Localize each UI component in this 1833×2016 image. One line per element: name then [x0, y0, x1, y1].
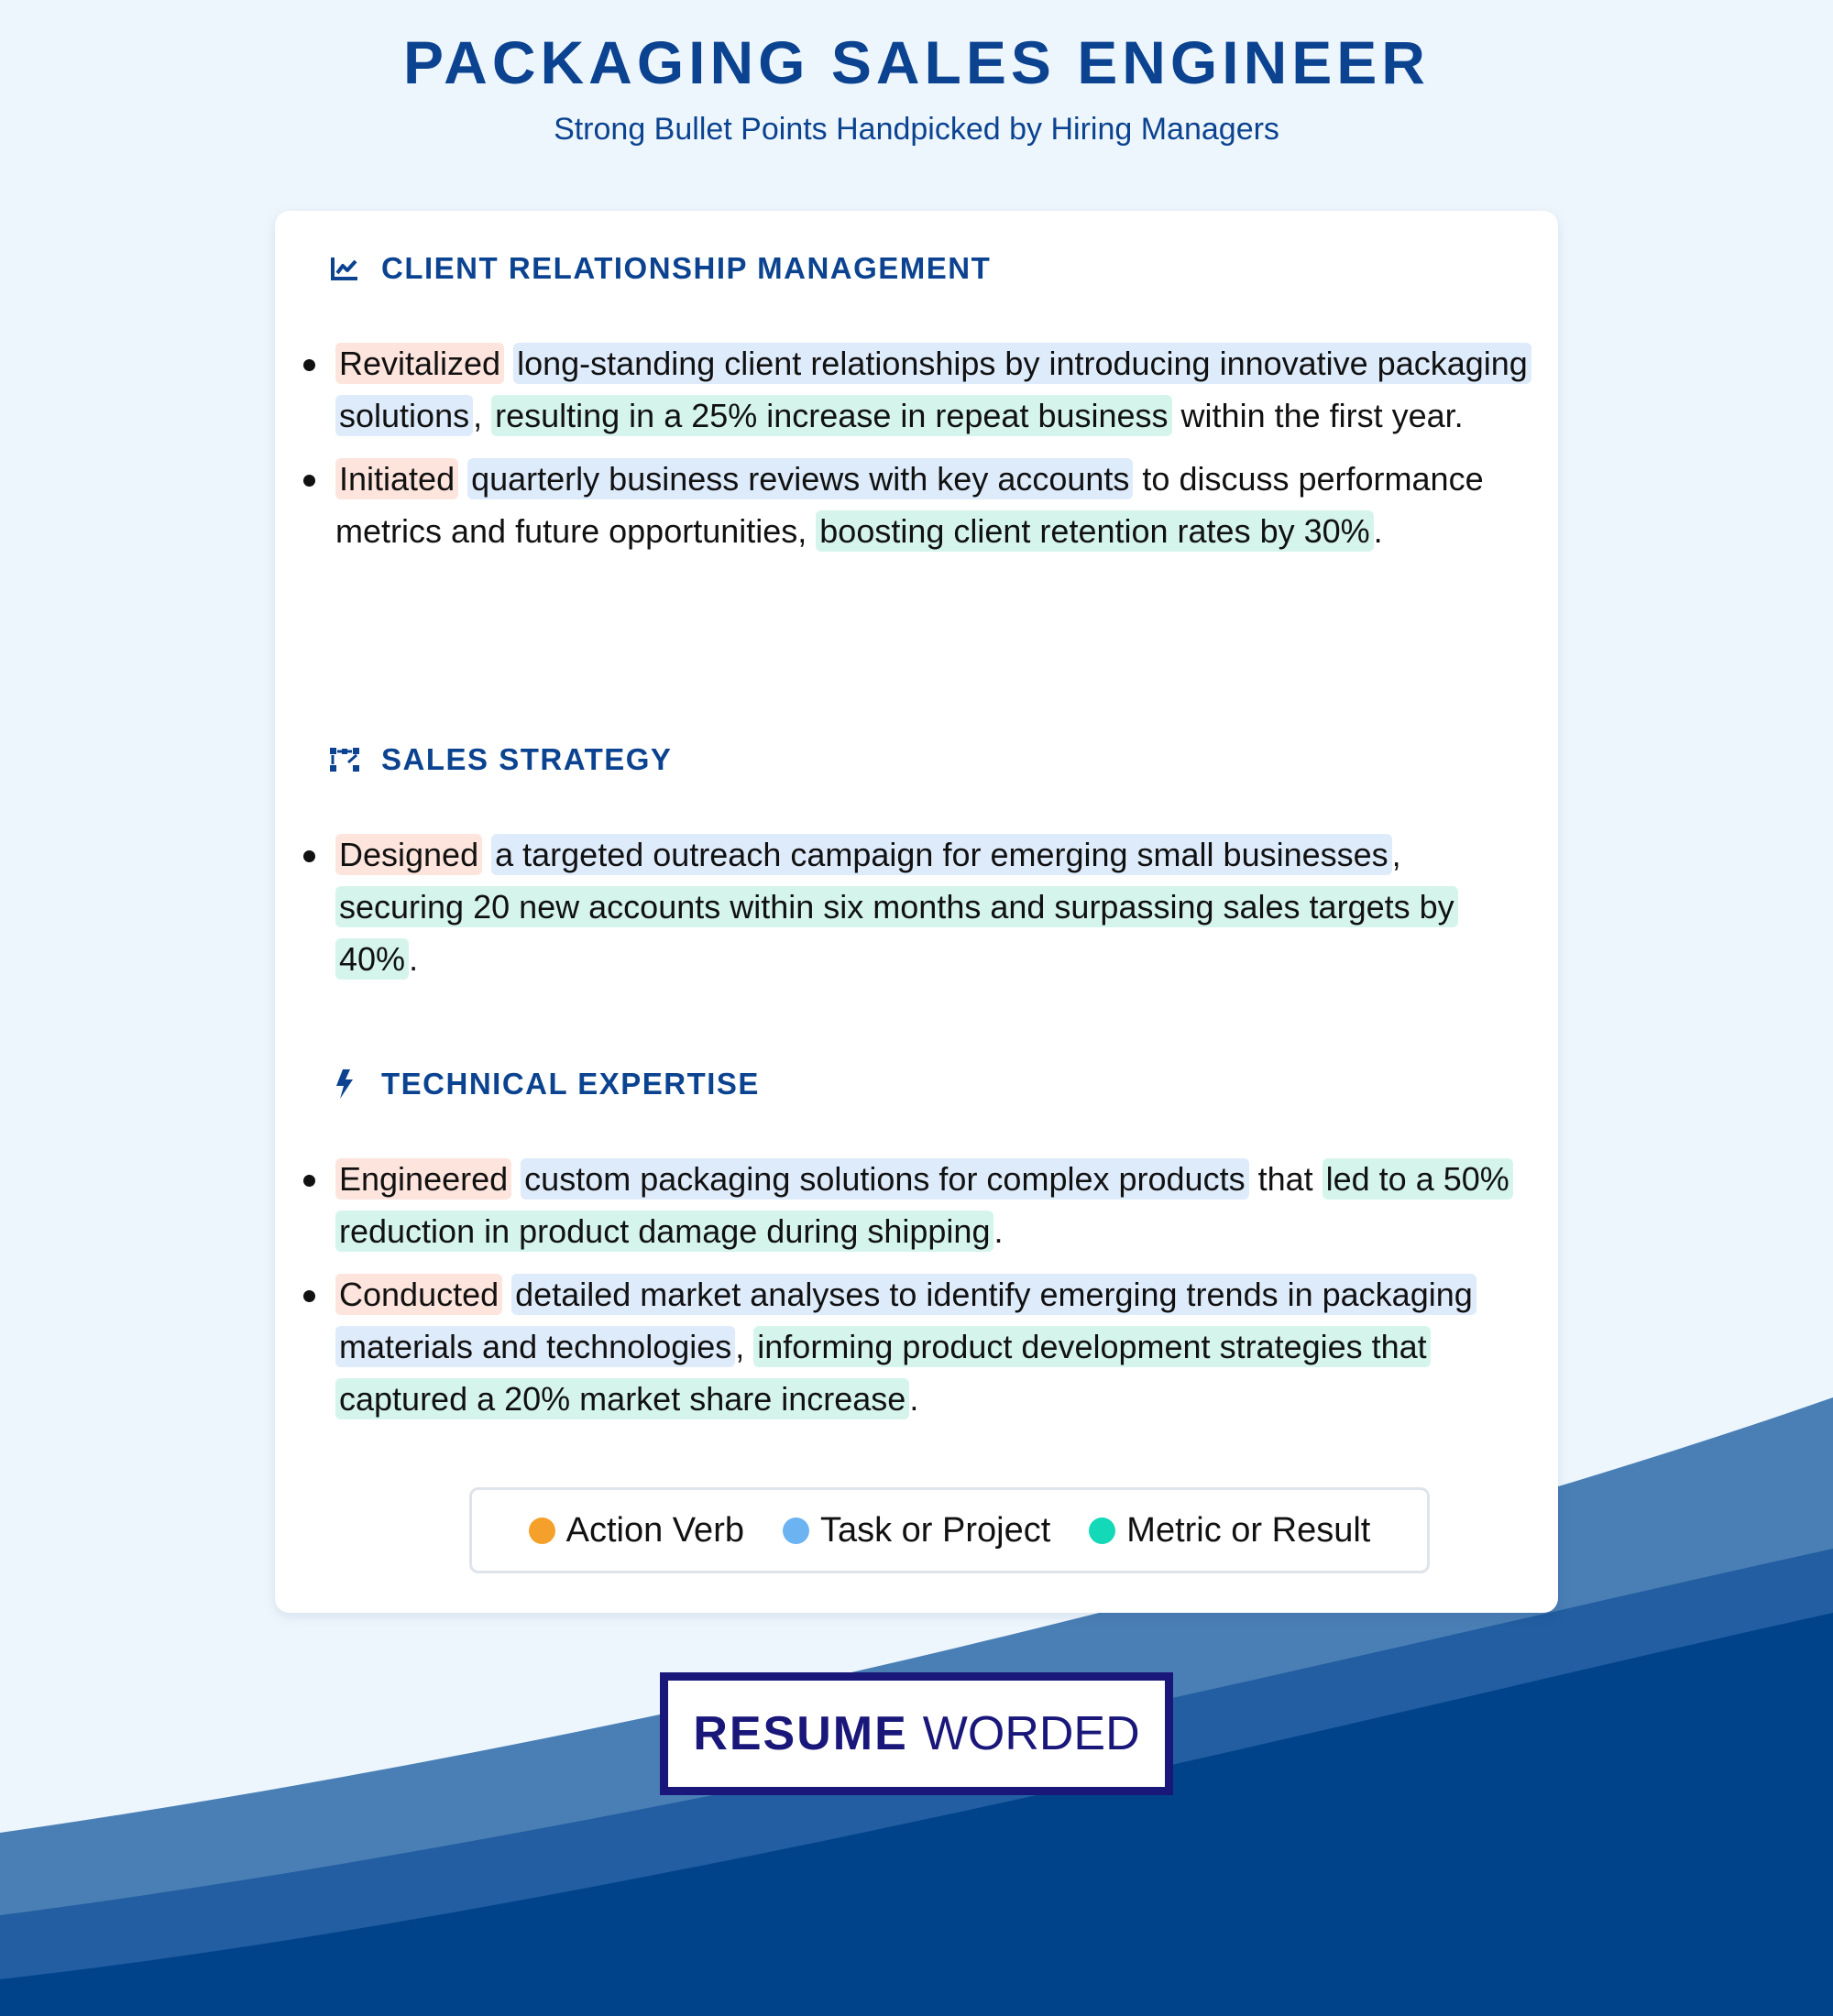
teal-dot-icon [1089, 1517, 1115, 1544]
action-verb-highlight: Initiated [335, 458, 458, 499]
bullet-text: to discuss performance metrics and future opportunities, [335, 460, 1484, 550]
bullet-list [275, 1153, 1558, 1436]
page-subtitle: Strong Bullet Points Handpicked by Hiring Managers [554, 112, 1279, 147]
bullet-text: . [409, 940, 419, 978]
section-title: TECHNICAL EXPERTISE [381, 1067, 760, 1101]
bullet-text: that [1248, 1160, 1323, 1198]
bullet-text: . [1373, 512, 1383, 550]
blue-dot-icon [783, 1517, 809, 1544]
action-verb-highlight: Conducted [335, 1274, 502, 1315]
task-highlight: a targeted outreach campaign for emerging small businesses [491, 834, 1392, 875]
task-highlight: detailed market analyses to identify emerging trends in packaging materials and technologies [335, 1274, 1476, 1367]
bullet-text [458, 460, 467, 498]
legend-label: Action Verb [565, 1510, 744, 1550]
section-header-technical-expertise [328, 1067, 760, 1101]
legend-action-verb [529, 1511, 744, 1550]
metric-highlight: resulting in a 25% increase in repeat business [491, 395, 1171, 436]
bullet-list [275, 337, 1558, 568]
bullet-item [275, 1268, 1558, 1425]
task-highlight: long-standing client relationships by introducing innovative packaging solutions [335, 343, 1531, 436]
page-title: PACKAGING SALES ENGINEER [403, 28, 1430, 96]
legend-label: Task or Project [819, 1510, 1051, 1550]
bullet-item [275, 453, 1558, 557]
bullet-text: , [735, 1328, 754, 1365]
bullet-text [511, 1160, 521, 1198]
bullet-text: within the first year. [1171, 397, 1464, 434]
lightning-bolt-icon [328, 1068, 361, 1101]
logo-text-light: WORDED [922, 1707, 1140, 1760]
legend-task [783, 1511, 1050, 1550]
orange-dot-icon [529, 1517, 555, 1544]
task-highlight: quarterly business reviews with key accounts [467, 458, 1133, 499]
action-verb-highlight: Revitalized [335, 343, 504, 384]
bullet-item [275, 337, 1558, 442]
section-title: SALES STRATEGY [381, 742, 673, 776]
bullet-list [275, 828, 1558, 996]
section-header-client-relationship [328, 251, 991, 286]
bullet-item [275, 828, 1558, 985]
resume-worded-logo[interactable] [660, 1672, 1173, 1795]
bullet-text: , [1391, 836, 1401, 873]
bullet-text: . [993, 1212, 1004, 1250]
section-header-sales-strategy [328, 742, 672, 777]
legend-label: Metric or Result [1126, 1510, 1371, 1550]
metric-highlight: informing product development strategies that captured a 20% market share increase [335, 1326, 1431, 1419]
bullet-text [502, 1276, 511, 1313]
line-chart-icon [328, 252, 361, 285]
legend-metric [1089, 1511, 1370, 1550]
section-title: CLIENT RELATIONSHIP MANAGEMENT [381, 251, 992, 285]
bullet-points-card [275, 211, 1558, 1613]
strategy-icon [328, 743, 361, 776]
metric-highlight: boosting client retention rates by 30% [816, 510, 1373, 552]
task-highlight: custom packaging solutions for complex products [521, 1158, 1248, 1200]
bullet-text [482, 836, 491, 873]
bullet-text: . [909, 1380, 919, 1418]
metric-highlight: securing 20 new accounts within six months and surpassing sales targets by 40% [335, 886, 1458, 980]
action-verb-highlight: Engineered [335, 1158, 511, 1200]
action-verb-highlight: Designed [335, 834, 482, 875]
metric-highlight: led to a 50% reduction in product damage during shipping [335, 1158, 1513, 1252]
highlight-legend [469, 1487, 1430, 1573]
bullet-text: , [473, 397, 492, 434]
bullet-item [275, 1153, 1558, 1257]
bullet-text [504, 345, 513, 382]
logo-text-strong: RESUME [693, 1707, 908, 1760]
